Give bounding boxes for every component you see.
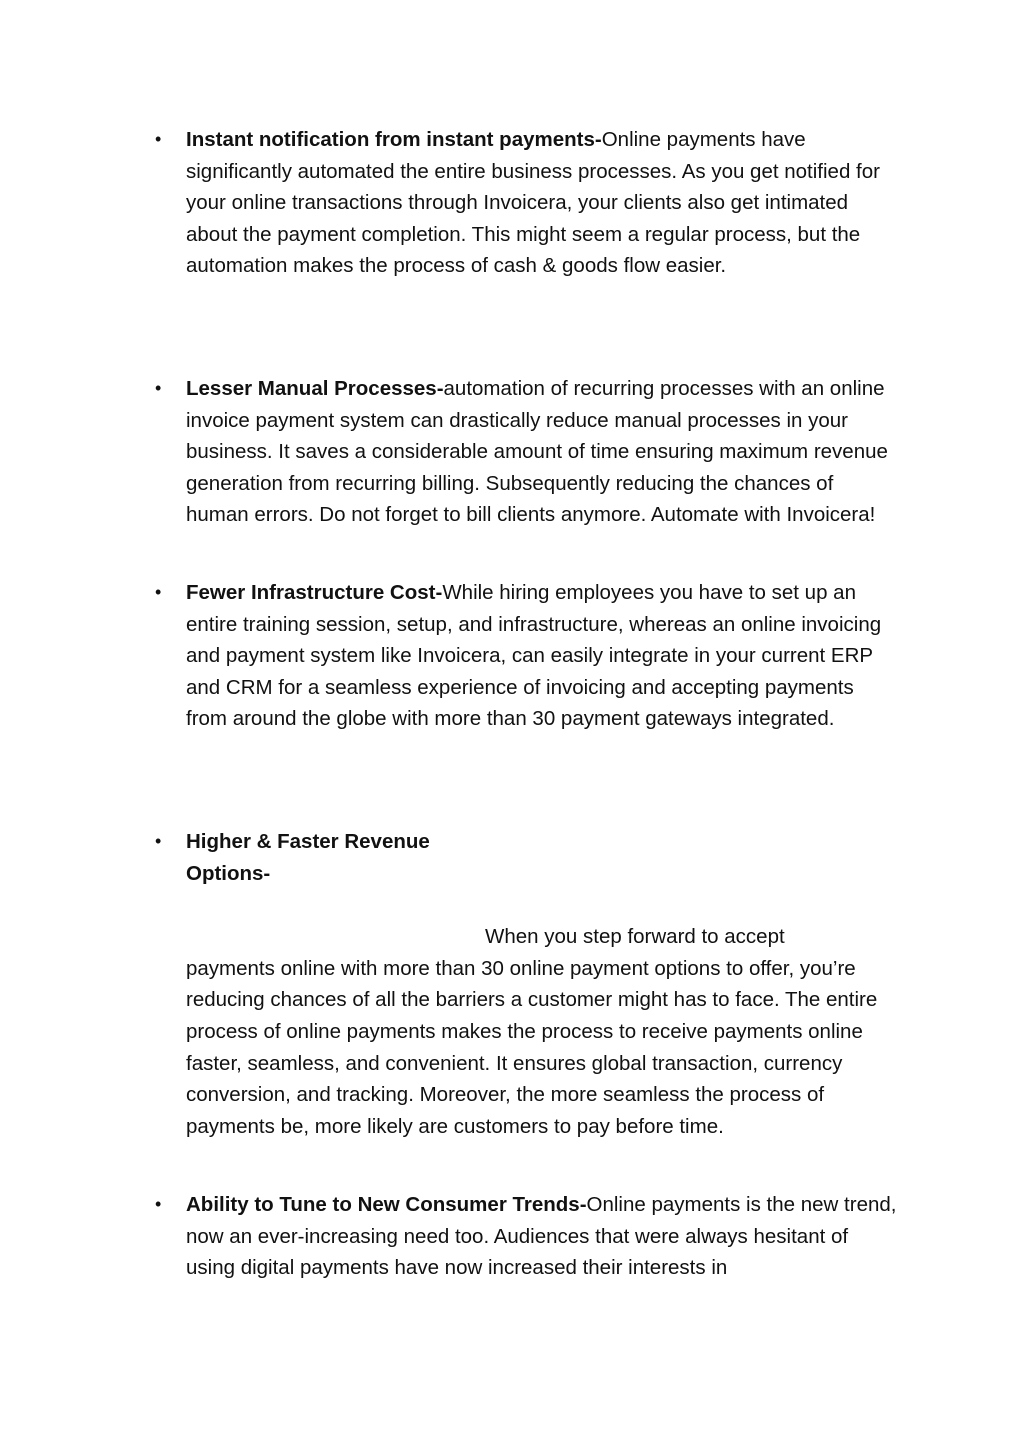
bullet-text: payments online with more than 30 online payment options to offer, you’re reducing chances of all the barriers a customer might has to face. The entire process of online payments makes the process to receive payments online faster, seamless, and convenient. It ensures global transaction, currency conversion, and tracking. Moreover, the more seamless the process of payments be, more likely are customers to pay before time.: [186, 956, 878, 1138]
bullet-heading: Lesser Manual Processes-: [186, 377, 444, 400]
bullet-heading: Higher & Faster Revenue Options-: [186, 830, 430, 885]
bullet-text: Online payments have significantly automated the entire business processes. As you get notified for your online transactions through Invoicera, your clients also get intimated about the payment completion. This might seem a regular process, but the automation makes the process of cash & goods flow easier.: [186, 128, 880, 278]
bullet-icon: •: [155, 582, 162, 602]
bullet-text: Online payments is the new trend, now an ever-increasing need too. Audiences that were always hesitant of using digital payments have now increased their interests in: [186, 1193, 897, 1280]
bullet-icon: •: [155, 129, 162, 149]
bullet-item-fewer-infrastructure-cost: [155, 577, 898, 735]
bullet-item-lesser-manual-processes: [155, 373, 898, 531]
bullet-icon: •: [155, 831, 162, 851]
bullet-item-higher-faster-revenue: [155, 826, 898, 1142]
bullet-text-block: [186, 921, 898, 1142]
bullet-item-consumer-trends: [155, 1189, 898, 1284]
bullet-heading: Instant notification from instant payments-: [186, 128, 602, 151]
bullet-text: While hiring employees you have to set up an entire training session, setup, and infrastructure, whereas an online invoicing and payment system like Invoicera, can easily integrate in your current ERP and CRM for a seamless experience of invoicing and accepting payments from around the globe with more than 30 payment gateways integrated.: [186, 581, 882, 731]
bullet-icon: •: [155, 378, 162, 398]
bullet-heading: Fewer Infrastructure Cost-: [186, 581, 443, 604]
bullet-text: automation of recurring processes with an online invoice payment system can drastically reduce manual processes in your business. It saves a considerable amount of time ensuring maximum revenue generation from recurring billing. Subsequently reducing the chances of human errors. Do not forget to bill clients anymore. Automate with Invoicera!: [186, 377, 888, 527]
bullet-item-instant-notification: [155, 124, 898, 282]
bullet-text-first-line: When you step forward to accept: [485, 925, 785, 949]
bullet-icon: •: [155, 1194, 162, 1214]
bullet-heading: Ability to Tune to New Consumer Trends-: [186, 1193, 587, 1216]
